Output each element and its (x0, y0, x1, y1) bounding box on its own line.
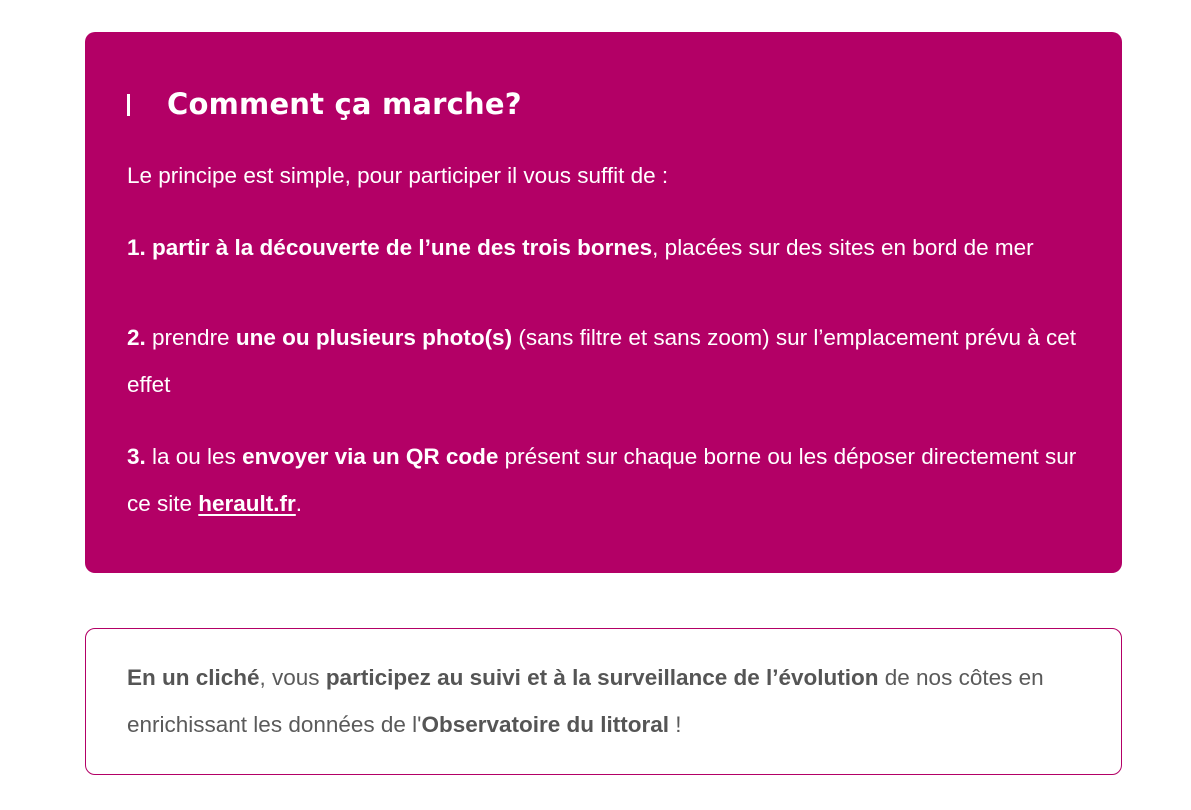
info-box (85, 628, 1122, 775)
step-3 (127, 433, 1087, 527)
step-2-bold: une ou plusieurs photo(s) (235, 325, 513, 350)
info-text-3: ! (669, 712, 682, 737)
step-3-bold: envoyer via un QR code (242, 444, 499, 469)
step-3-number: 3. (127, 444, 146, 469)
how-it-works-panel (85, 32, 1122, 573)
how-it-works-title: Comment ça marche? (167, 87, 522, 121)
step-1 (127, 224, 1087, 271)
step-2-number: 2. (127, 325, 146, 350)
step-2-text-b: (sans filtre et sans zoom) sur l’emplacement prévu à cet effet (127, 325, 1077, 397)
info-bold-2: participez au suivi et à la surveillance de l’évolution (325, 665, 879, 690)
step-1-bold: 1. partir à la découverte de l’une des trois bornes (127, 235, 653, 260)
info-text (127, 654, 1087, 748)
step-3-text-a: la ou les (145, 444, 243, 469)
step-2-text-a: prendre (145, 325, 236, 350)
info-bold-1: En un cliché (127, 665, 260, 690)
intro-text: Le principe est simple, pour participer il vous suffit de : (127, 163, 669, 188)
info-text-2: de nos côtes en enrichissant les données de l' (127, 665, 1044, 737)
step-2 (127, 314, 1087, 408)
info-bold-3: Observatoire du littoral (421, 712, 670, 737)
info-text-1: , vous (259, 665, 326, 690)
step-3-text-b: présent sur chaque borne ou les déposer directement sur ce site (127, 444, 1077, 516)
herault-link[interactable]: herault.fr (198, 491, 296, 516)
title-accent-bar (127, 94, 130, 116)
step-3-end: . (295, 491, 303, 516)
step-1-text: , placées sur des sites en bord de mer (652, 235, 1034, 260)
how-it-works-body (127, 152, 1087, 527)
